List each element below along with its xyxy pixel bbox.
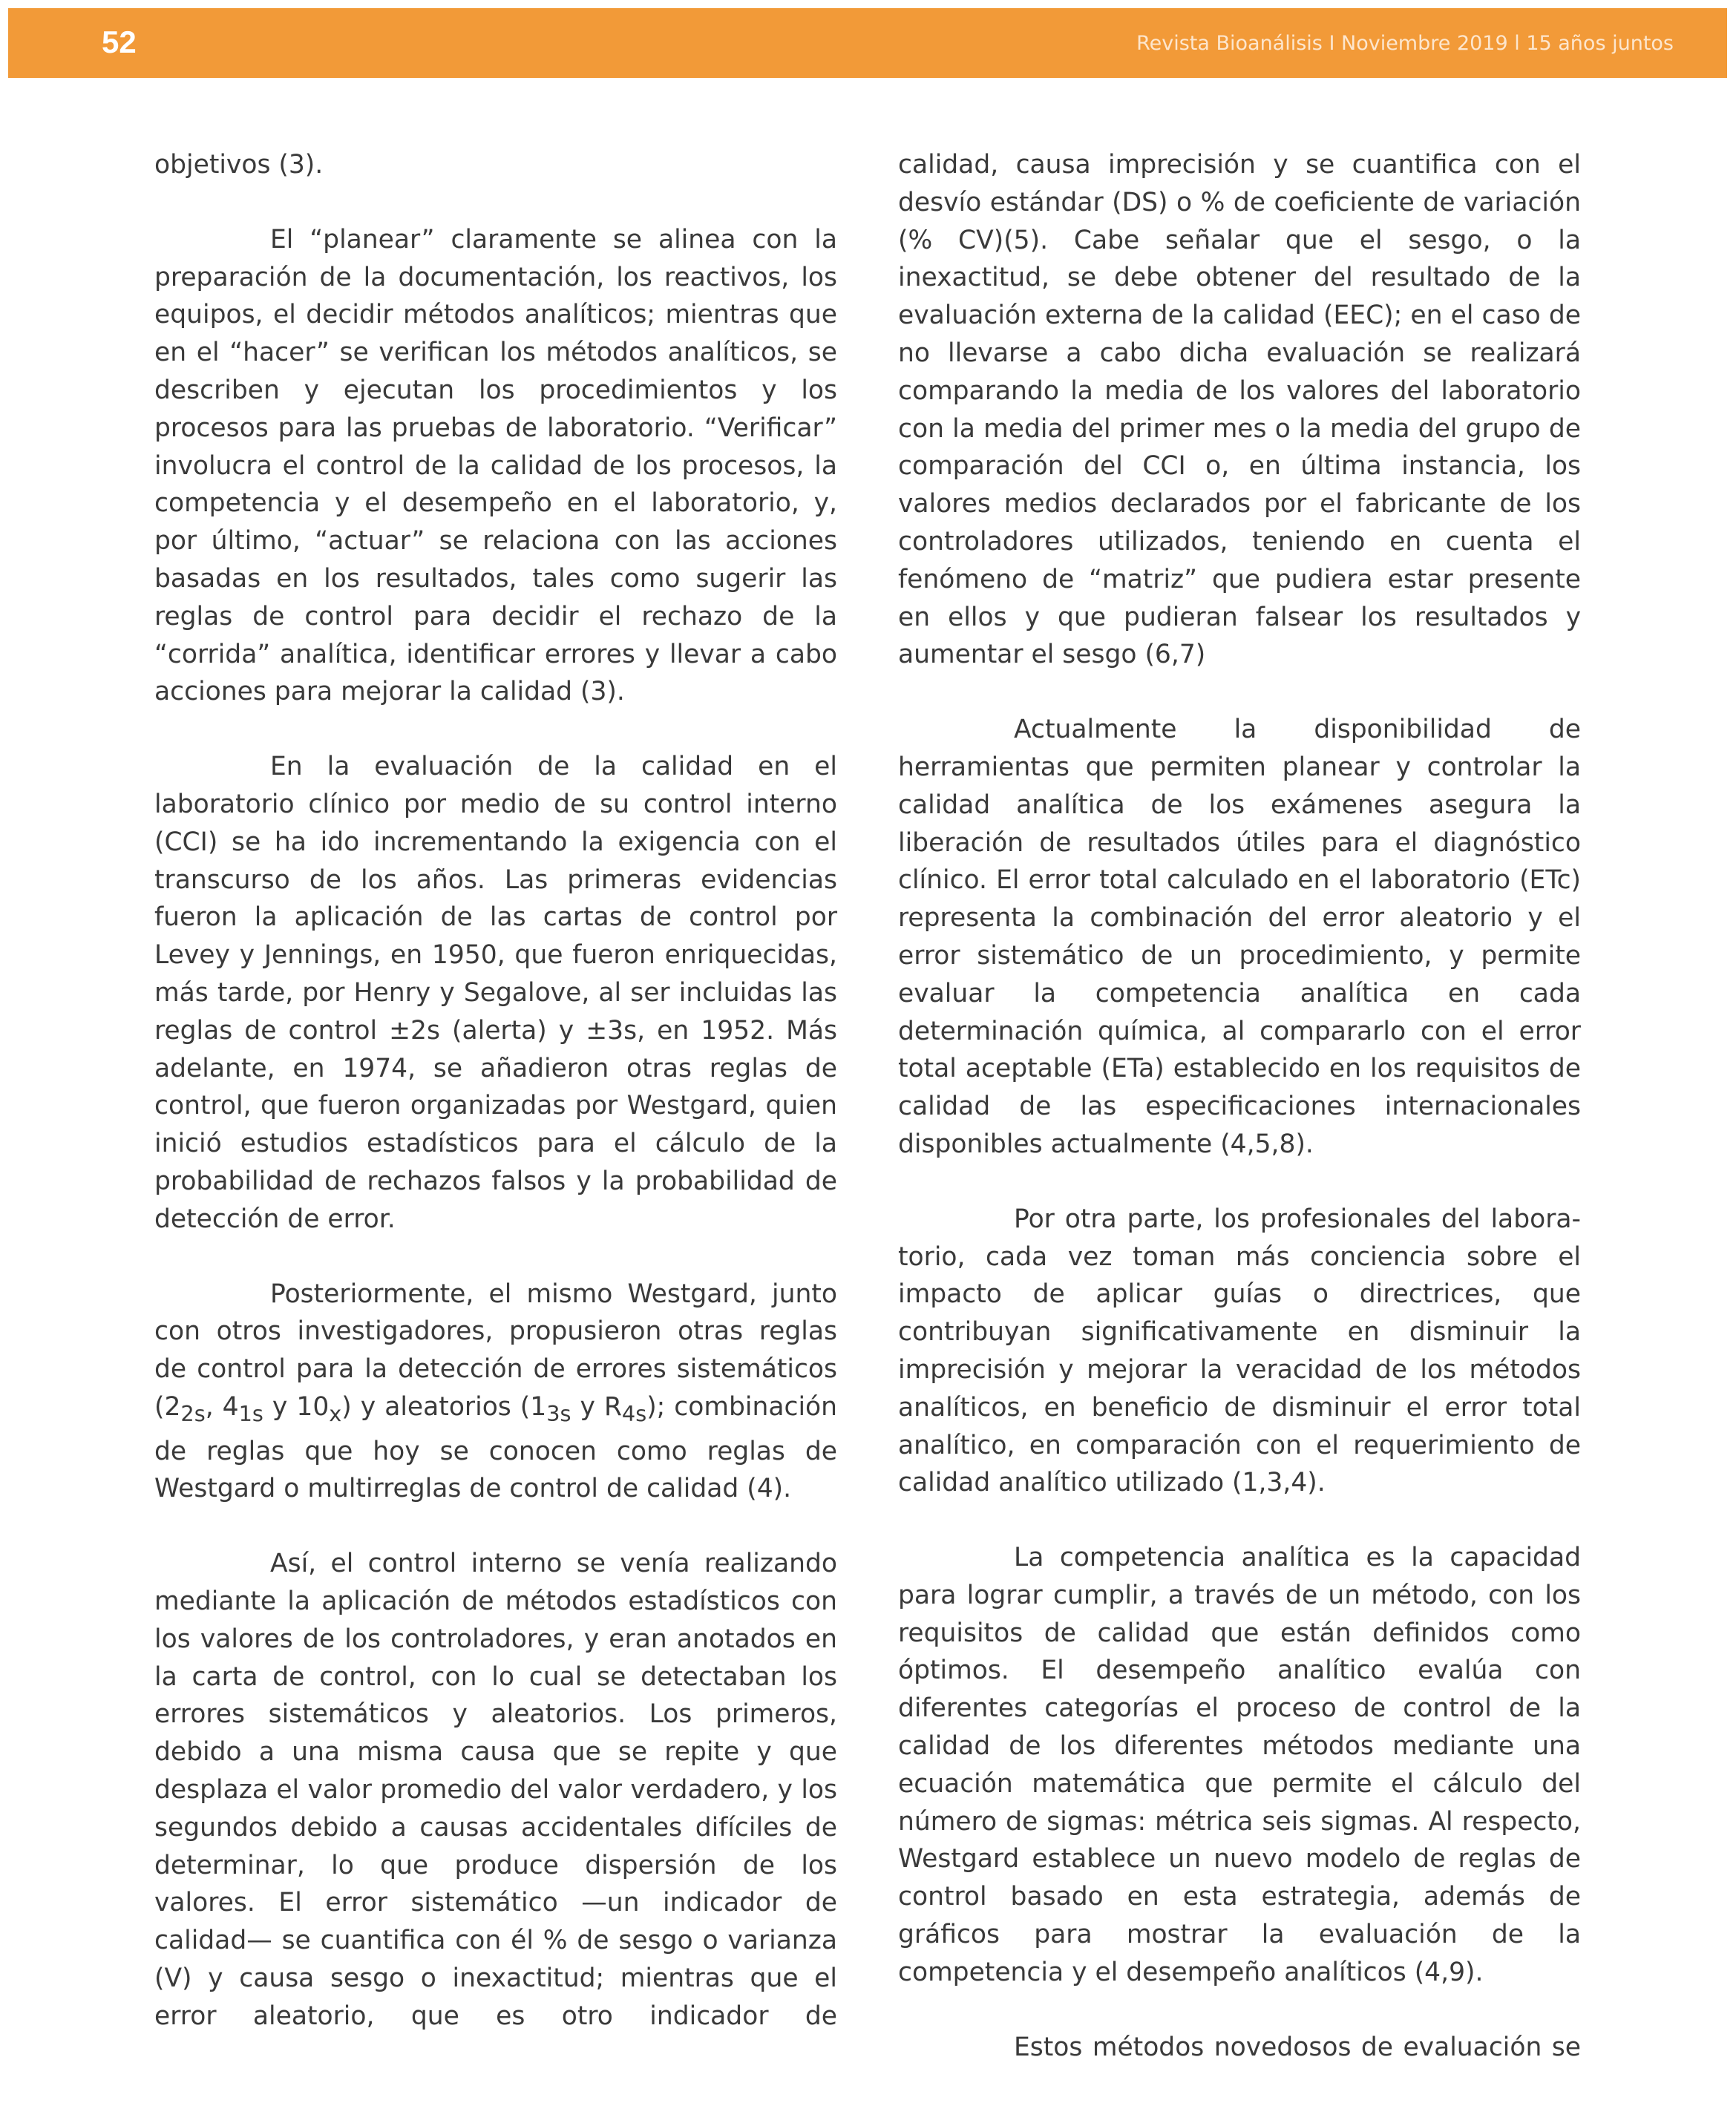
subscript: 1s [238, 1400, 263, 1426]
text-segment: ) y aleatorios (1 [341, 1391, 547, 1422]
header-bar [8, 8, 1727, 78]
page-number: 52 [102, 24, 137, 59]
paragraph: La competencia analítica es la capacidad para lograr cumplir, a través de un método, con los requisitos de calidad que están definidos como óptimos. El desempeño analítico evalúa con diferentes categorías el proceso de control de la calidad de los diferentes métodos mediante una ecuación matemática que permite el cálculo del número de sigmas: métrica seis sigmas. Al respecto, Westgard establece un nuevo modelo de reglas de control basado en esta estrategia, además de gráficos para mostrar la evaluación de la competencia y el desempeño analíticos (4,9). [898, 1543, 1581, 1987]
subscript: 3s [546, 1400, 571, 1426]
text-segment: y R [571, 1391, 622, 1422]
right-column [898, 146, 1581, 2103]
paragraph: Por otra parte, los profesionales del labora-torio, cada vez toman más conciencia sobre el impacto de aplicar guías o directrices, que contribuyan significativamente en disminuir la imprecisión y mejorar la veracidad de los métodos analíticos, en beneficio de disminuir el error total analítico, en comparación con el requerimiento de calidad analítico utilizado (1,3,4). [898, 1204, 1581, 1498]
subscript: 2s [180, 1400, 206, 1426]
subscript: x [329, 1400, 342, 1426]
text-segment: ); combinación de reglas que hoy se conocen como reglas de Westgard o multirreglas de control de calidad (4). [154, 1391, 838, 1504]
text-segment: Posteriormente, el mismo Westgard, junto con otros investigadores, propusieron otras reglas de control para la detección de errores sistemáticos (2 [154, 1279, 837, 1422]
text-segment: y 10 [263, 1391, 330, 1422]
paragraph: calidad, causa imprecisión y se cuantifica con el desvío estándar (DS) o % de coeficiente de variación (% CV)(5). Cabe señalar que el sesgo, o la inexactitud, se debe obtener del resultado de la evaluación externa de la calidad (EEC); en el caso de no llevarse a cabo dicha evaluación se realizará comparando la media de los valores del laboratorio con la media del primer mes o la media del grupo de comparación del CCI o, en última instancia, los valores medios declarados por el fabricante de los controladores utilizados, teniendo en cuenta el fenómeno de “matriz” que pudiera estar presente en ellos y que pudieran falsear los resultados y aumentar el sesgo (6,7) [898, 150, 1581, 670]
paragraph: El “planear” claramente se alinea con la preparación de la documentación, los reactivos, los equipos, el decidir métodos analíticos; mientras que en el “hacer” se verifican los métodos analíticos, se describen y ejecutan los procedimientos y los procesos para las pruebas de laboratorio. “Verificar” involucra el control de la calidad de los procesos, la competencia y el desempeño en el laboratorio, y, por último, “actuar” se relaciona con las acciones basadas en los resultados, tales como sugerir las reglas de control para decidir el rechazo de la “corrida” analítica, identificar errores y llevar a cabo acciones para mejorar la calidad (3). [154, 224, 837, 707]
text-segment: , 4 [205, 1391, 239, 1422]
paragraph: objetivos (3). [154, 150, 324, 180]
journal-title: Revista Bioanálisis I Noviembre 2019 l 15 años juntos [1136, 32, 1674, 55]
paragraph: Estos métodos novedosos de evaluación se [1014, 2032, 1581, 2062]
paragraph: Así, el control interno se venía realizando mediante la aplicación de métodos estadísticos con los valores de los controladores, y eran anotados en la carta de control, con lo cual se detectaban los errores sistemáticos y aleatorios. Los primeros, debido a una misma causa que se repite y que desplaza el valor promedio del valor verdadero, y los segundos debido a causas accidentales difíciles de determinar, lo que produce dispersión de los valores. El error sistemático —un indicador de calidad— se cuantifica con él % de sesgo o varianza (V) y causa sesgo o inexactitud; mientras que el error aleatorio, que es otro indicador de [154, 1549, 837, 2031]
subscript: 4s [621, 1400, 647, 1426]
paragraph: Actualmente la disponibilidad de herramientas que permiten planear y controlar la calidad analítica de los exámenes asegura la liberación de resultados útiles para el diagnóstico clínico. El error total calculado en el laboratorio (ETc) representa la combinación del error aleatorio y el error sistemático de un procedimiento, y permite evaluar la competencia analítica en cada determinación química, al compararlo con el error total aceptable (ETa) establecido en los requisitos de calidad de las especificaciones internacionales disponibles actualmente (4,5,8). [898, 715, 1581, 1159]
paragraph-westgard-rules [154, 1276, 837, 1509]
paragraph: En la evaluación de la calidad en el laboratorio clínico por medio de su control interno (CCI) se ha ido incrementando la exigencia con el transcurso de los años. Las primeras evidencias fueron la aplicación de las cartas de control por Levey y Jennings, en 1950, que fueron enriquecidas, más tarde, por Henry y Segalove, al ser incluidas las reglas de control ±2s (alerta) y ±3s, en 1952. Más adelante, en 1974, se añadieron otras reglas de control, que fueron organizadas por Westgard, quien inició estudios estadísticos para el cálculo de la probabilidad de rechazos falsos y la probabilidad de detección de error. [154, 752, 837, 1234]
left-column [154, 146, 837, 2073]
